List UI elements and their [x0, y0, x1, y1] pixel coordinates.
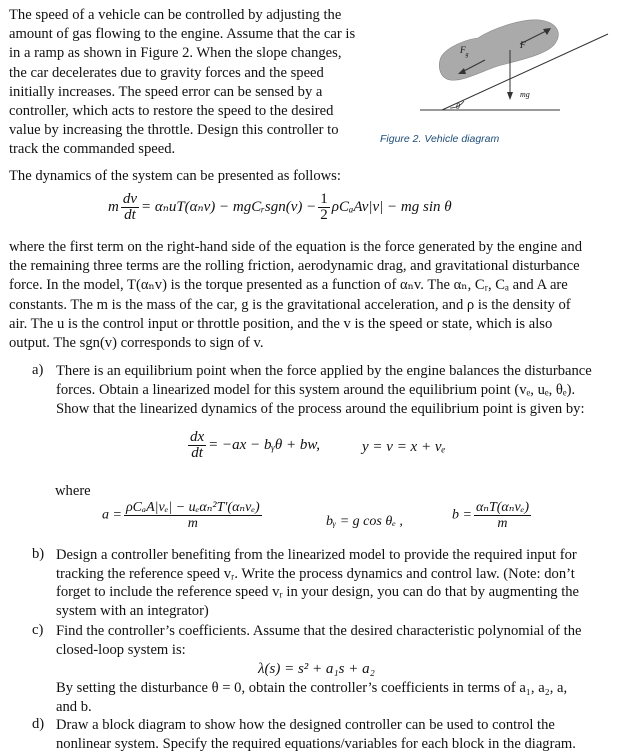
- part-c-line: Find the controller’s coefficients. Assume that the desired characteristic polynomial of the: [56, 623, 582, 639]
- part-c-text: [56, 622, 611, 659]
- a-lhs: a =: [102, 507, 122, 523]
- theta-label: θ: [456, 102, 460, 111]
- explanation-line: force. In the model, T(αₙv) is the torque presented as a function of αₙv. The αₙ, Cᵣ, Cₐ and A are: [9, 277, 568, 294]
- f-label: F: [520, 40, 526, 50]
- part-b-line: system with an integrator): [56, 602, 209, 619]
- where-label: where: [55, 483, 91, 499]
- eq-half: $\frac{1}{2}$: [320, 191, 328, 223]
- a-coefficient: [102, 500, 264, 531]
- eq-rhs-1: = αₙuT(αₙv) − mgCᵣsgn(v) −: [141, 198, 317, 215]
- explanation-line: the remaining three terms are the rolling friction, aerodynamic drag, and gravitational disturbance: [9, 258, 580, 275]
- part-c-after: [56, 679, 611, 716]
- intro-line: amount of gas flowing to the engine. Assume that the car is: [9, 26, 356, 43]
- b-coefficient: [452, 500, 533, 531]
- intro-paragraph: [9, 6, 369, 160]
- explanation-line: where the first term on the right-hand side of the equation is the force generated by the engine and: [9, 239, 583, 255]
- mg-label: mg: [520, 90, 530, 99]
- explanation-line: air. The u is the control input or throttle position, and the v is the speed or state, which is also: [9, 315, 553, 332]
- part-c-line: closed-loop system is:: [56, 641, 186, 658]
- fg-label: $F_g$: [460, 45, 469, 58]
- part-a-line: Show that the linearized dynamics of the process around the equilibrium point is given by:: [56, 401, 585, 418]
- intro-line: controller, which acts to restore the speed to the desired: [9, 103, 334, 120]
- eq-dvdt: $\frac{dv}{dt}$: [122, 191, 138, 223]
- part-b-text: [56, 546, 611, 620]
- part-c-after-line: and b.: [56, 698, 92, 715]
- figure-caption: Figure 2. Vehicle diagram: [380, 133, 500, 145]
- part-a-label: a): [32, 362, 44, 378]
- part-c-after-line: By setting the disturbance θ = 0, obtain the controller’s coefficients in terms of a₁, a₂, a,: [56, 680, 568, 696]
- part-a-line: forces. Obtain a linearized model for this system around the equilibrium point (vₑ, uₑ, θₑ).: [56, 382, 576, 399]
- output-equation: y = v = x + vₑ: [362, 439, 446, 455]
- explanation-paragraph: [9, 238, 609, 353]
- eq-rhs-2: ρCₐAv|v| − mg sin θ: [331, 198, 452, 215]
- part-d-text: [56, 716, 611, 753]
- explanation-line: output. The sgn(v) corresponds to sign of v.: [9, 335, 264, 352]
- dynamics-intro: The dynamics of the system can be presented as follows:: [9, 168, 341, 184]
- part-b-label: b): [32, 546, 45, 562]
- part-b-line: forget to include the reference speed vᵣ in your design, you can do that by augmenting the: [56, 584, 580, 601]
- part-a-text: [56, 362, 611, 420]
- b-fraction: $\frac{\text{αₙT(αₙvₑ)}}{m}$: [475, 500, 529, 531]
- ramp-car-illustration: [380, 10, 615, 122]
- part-d-line: nonlinear system. Specify the required equations/variables for each block in the diagram.: [56, 735, 576, 752]
- linearized-equation: [186, 430, 320, 461]
- intro-line: the car decelerates due to gravity forces and the speed: [9, 64, 324, 81]
- b-lhs: b =: [452, 507, 472, 523]
- part-d-line: Draw a block diagram to show how the designed controller can be used to control the: [56, 717, 555, 733]
- intro-line: in a ramp as shown in Figure 2. When the slope changes,: [9, 45, 342, 62]
- explanation-line: constants. The m is the mass of the car, g is the gravitational acceleration, and ρ is the density of: [9, 296, 571, 313]
- part-d-label: d): [32, 716, 45, 732]
- part-c-label: c): [32, 622, 44, 638]
- car-body: [439, 20, 558, 80]
- part-b-line: Design a controller benefiting from the linearized model to provide the required input for: [56, 547, 577, 563]
- intro-line: initially increases. The speed error can be sensed by a: [9, 83, 323, 100]
- characteristic-polynomial: λ(s) = s² + a₁s + a₂: [258, 661, 375, 677]
- eq-linear-rhs: = −ax − bᵧθ + bw,: [208, 436, 321, 453]
- part-b-line: tracking the reference speed vᵣ. Write the process dynamics and control law. (Note: don’t: [56, 565, 575, 582]
- eq-m: m: [108, 198, 119, 215]
- intro-line: The speed of a vehicle can be controlled by adjusting the: [9, 7, 342, 23]
- part-a-line: There is an equilibrium point when the force applied by the engine balances the disturbance: [56, 363, 592, 379]
- gravity-arrowhead: [507, 92, 513, 100]
- vehicle-diagram: [380, 10, 615, 122]
- intro-line: track the commanded speed.: [9, 141, 176, 158]
- intro-line: value by increasing the throttle. Design this controller to: [9, 122, 339, 139]
- a-fraction: $\frac{\text{ρCₐA|vₑ| − uₑαₙ²T′(αₙvₑ)}}{m}$: [125, 500, 260, 531]
- main-equation: [108, 192, 452, 223]
- eq-dxdt: $\frac{dx}{dt}$: [190, 429, 205, 461]
- bg-coefficient: bᵧ = g cos θₑ ,: [326, 514, 403, 529]
